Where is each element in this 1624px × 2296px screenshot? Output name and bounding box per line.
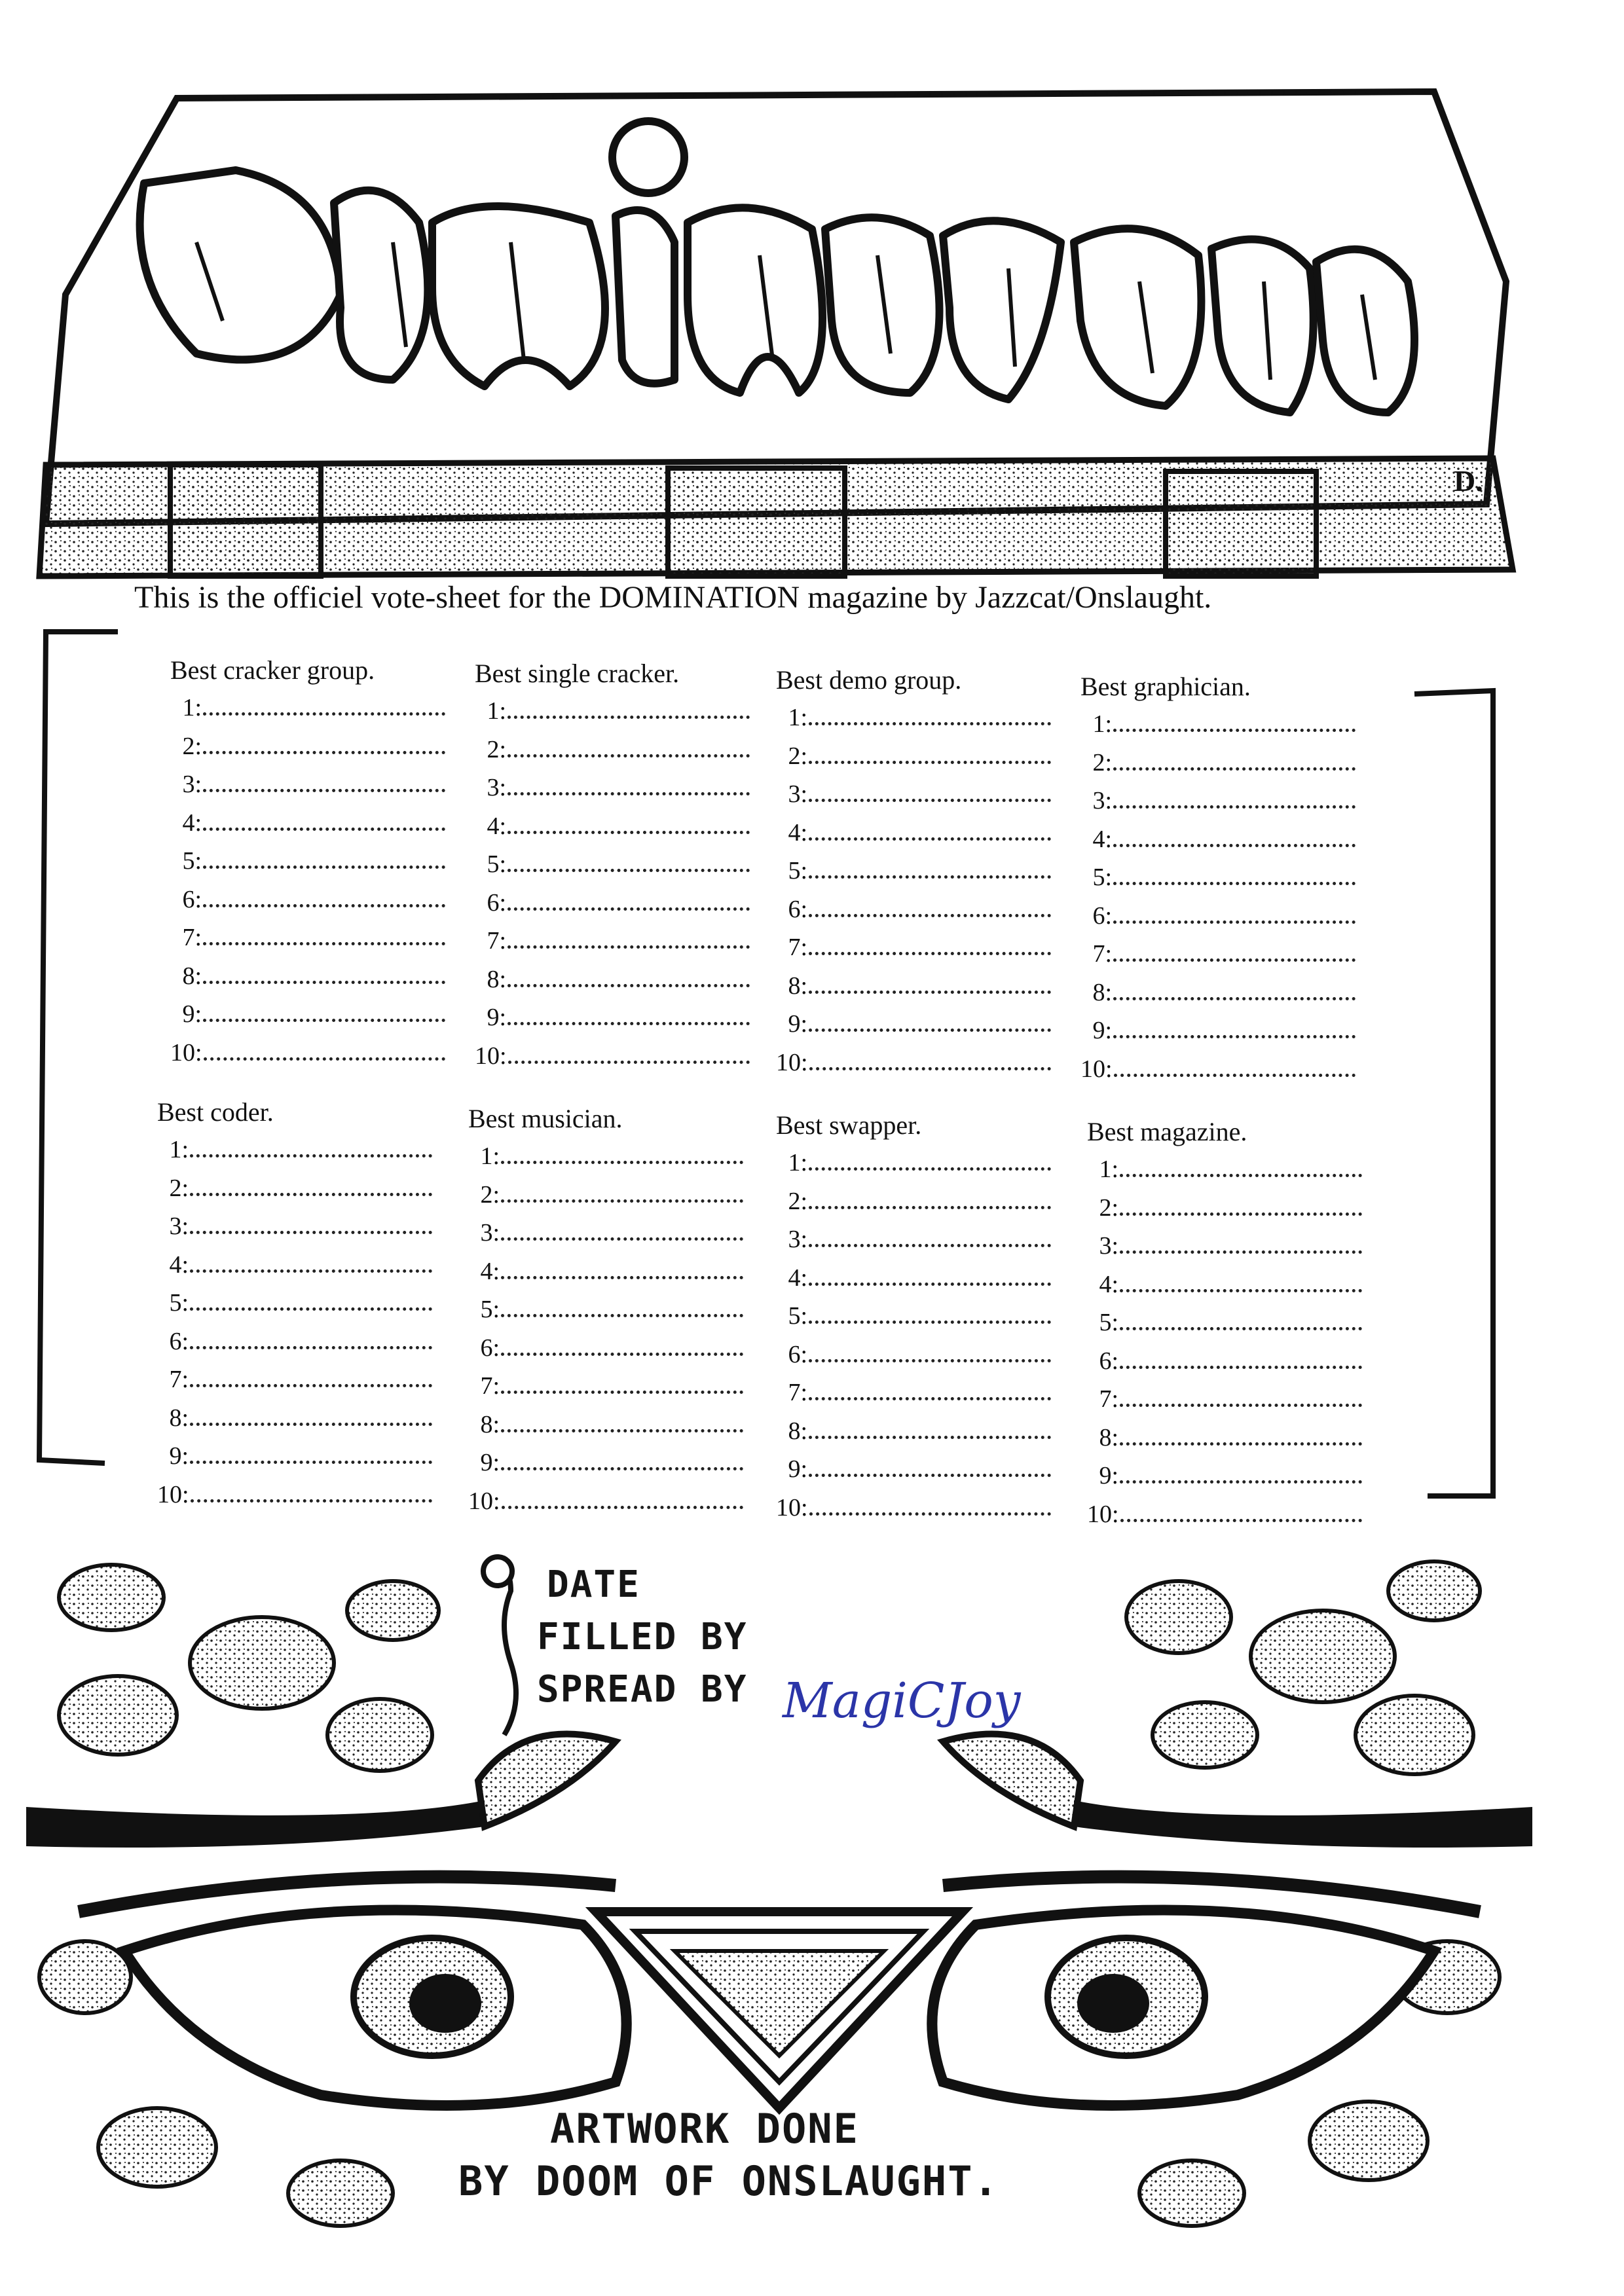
category-title: Best cracker group. (170, 655, 375, 685)
vote-line[interactable]: 4: (776, 1259, 1051, 1298)
vote-line[interactable]: 1: (468, 1137, 743, 1176)
vote-line[interactable]: 3: (776, 775, 1051, 814)
logo-mark: D. (1454, 464, 1483, 498)
vote-line[interactable]: 8: (1087, 1419, 1362, 1457)
vote-line[interactable]: 9: (776, 1450, 1051, 1489)
category-best-coder (157, 1097, 432, 1514)
vote-line[interactable]: 6: (776, 1336, 1051, 1374)
header-artwork (26, 72, 1552, 596)
vote-line[interactable]: 2: (776, 737, 1051, 776)
vote-line[interactable]: 4: (170, 804, 445, 843)
category-best-musician (468, 1103, 743, 1520)
vote-line[interactable]: 5: (468, 1290, 743, 1329)
vote-line[interactable]: 7: (1087, 1380, 1362, 1419)
vote-line[interactable]: 2: (1087, 1189, 1362, 1228)
category-title: Best musician. (468, 1104, 623, 1133)
vote-line[interactable]: 8: (1080, 974, 1356, 1012)
date-label: DATE (547, 1563, 640, 1606)
vote-line[interactable]: 1: (157, 1131, 432, 1169)
vote-line[interactable]: 10: (468, 1482, 743, 1521)
vote-line[interactable]: 1: (1080, 705, 1356, 744)
vote-line[interactable]: 1: (475, 692, 750, 731)
vote-line[interactable]: 6: (776, 890, 1051, 929)
category-title: Best magazine. (1087, 1117, 1247, 1146)
vote-line[interactable]: 5: (1080, 858, 1356, 897)
vote-line[interactable]: 9: (1080, 1011, 1356, 1050)
vote-line[interactable]: 5: (157, 1284, 432, 1322)
vote-line[interactable]: 3: (475, 769, 750, 807)
vote-line[interactable]: 8: (468, 1406, 743, 1444)
vote-line[interactable]: 6: (170, 881, 445, 919)
vote-line[interactable]: 3: (1087, 1227, 1362, 1266)
vote-line[interactable]: 3: (468, 1214, 743, 1252)
category-title: Best graphician. (1080, 672, 1251, 701)
vote-line[interactable]: 1: (776, 699, 1051, 737)
spread-by-signature[interactable]: MagiCJoy (783, 1673, 1021, 1729)
vote-line[interactable]: 2: (776, 1182, 1051, 1221)
vote-line[interactable]: 6: (1087, 1342, 1362, 1381)
vote-line[interactable]: 6: (475, 884, 750, 922)
vote-line[interactable]: 2: (170, 727, 445, 766)
vote-line[interactable]: 2: (475, 731, 750, 769)
category-best-magazine (1087, 1116, 1362, 1533)
category-title: Best single cracker. (475, 659, 680, 688)
vote-line[interactable]: 10: (776, 1044, 1051, 1082)
vote-line[interactable]: 10: (170, 1034, 445, 1072)
vote-line[interactable]: 5: (1087, 1303, 1362, 1342)
vote-line[interactable]: 10: (157, 1476, 432, 1514)
filled-by-label: FILLED BY (537, 1616, 748, 1658)
vote-line[interactable]: 8: (776, 1412, 1051, 1451)
vote-line[interactable]: 9: (475, 998, 750, 1037)
vote-line[interactable]: 2: (468, 1176, 743, 1214)
vote-line[interactable]: 9: (468, 1444, 743, 1482)
category-best-demo-group (776, 665, 1051, 1082)
vote-line[interactable]: 1: (776, 1144, 1051, 1182)
spread-by-label: SPREAD BY (537, 1668, 748, 1711)
vote-line[interactable]: 1: (170, 689, 445, 727)
vote-line[interactable]: 8: (776, 967, 1051, 1006)
vote-line[interactable]: 9: (1087, 1457, 1362, 1495)
vote-line[interactable]: 9: (776, 1005, 1051, 1044)
vote-line[interactable]: 3: (776, 1220, 1051, 1259)
vote-line[interactable]: 5: (475, 845, 750, 884)
vote-line[interactable]: 3: (1080, 782, 1356, 820)
vote-line[interactable]: 6: (1080, 897, 1356, 936)
vote-line[interactable]: 8: (170, 957, 445, 996)
vote-line[interactable]: 1: (1087, 1150, 1362, 1189)
vote-line[interactable]: 4: (1087, 1266, 1362, 1304)
artwork-credit-line1: ARTWORK DONE (550, 2105, 859, 2153)
vote-line[interactable]: 7: (468, 1367, 743, 1406)
vote-line[interactable]: 7: (475, 922, 750, 960)
vote-line[interactable]: 9: (157, 1437, 432, 1476)
vote-line[interactable]: 7: (776, 1374, 1051, 1412)
vote-line[interactable]: 4: (468, 1252, 743, 1291)
vote-line[interactable]: 10: (1087, 1495, 1362, 1534)
vote-line[interactable]: 3: (157, 1207, 432, 1246)
category-best-single-cracker (475, 658, 750, 1075)
vote-line[interactable]: 10: (776, 1489, 1051, 1527)
vote-line[interactable]: 7: (1080, 935, 1356, 974)
vote-line[interactable]: 6: (157, 1322, 432, 1361)
vote-line[interactable]: 4: (776, 814, 1051, 852)
vote-line[interactable]: 4: (1080, 820, 1356, 859)
vote-line[interactable]: 4: (157, 1246, 432, 1285)
vote-line[interactable]: 8: (157, 1399, 432, 1438)
vote-line[interactable]: 7: (170, 919, 445, 957)
category-title: Best coder. (157, 1097, 274, 1127)
vote-line[interactable]: 10: (475, 1037, 750, 1076)
category-best-cracker-group (170, 655, 445, 1072)
vote-line[interactable]: 5: (170, 842, 445, 881)
vote-line[interactable]: 2: (157, 1169, 432, 1208)
category-title: Best demo group. (776, 665, 962, 695)
category-best-graphician (1080, 671, 1356, 1088)
vote-line[interactable]: 3: (170, 765, 445, 804)
vote-line[interactable]: 7: (776, 928, 1051, 967)
category-title: Best swapper. (776, 1110, 922, 1140)
artwork-credit-line2: BY DOOM OF ONSLAUGHT. (458, 2157, 999, 2205)
vote-line[interactable]: 2: (1080, 744, 1356, 782)
category-best-swapper (776, 1110, 1051, 1527)
vote-line[interactable]: 5: (776, 1297, 1051, 1336)
vote-line[interactable]: 7: (157, 1360, 432, 1399)
intro-text: This is the officiel vote-sheet for the DOMINATION magazine by Jazzcat/Onslaught. (134, 580, 1212, 615)
vote-line[interactable]: 4: (475, 807, 750, 846)
vote-line[interactable]: 6: (468, 1329, 743, 1368)
vote-line[interactable]: 9: (170, 995, 445, 1034)
vote-line[interactable]: 5: (776, 852, 1051, 890)
vote-line[interactable]: 10: (1080, 1050, 1356, 1089)
vote-line[interactable]: 8: (475, 960, 750, 999)
